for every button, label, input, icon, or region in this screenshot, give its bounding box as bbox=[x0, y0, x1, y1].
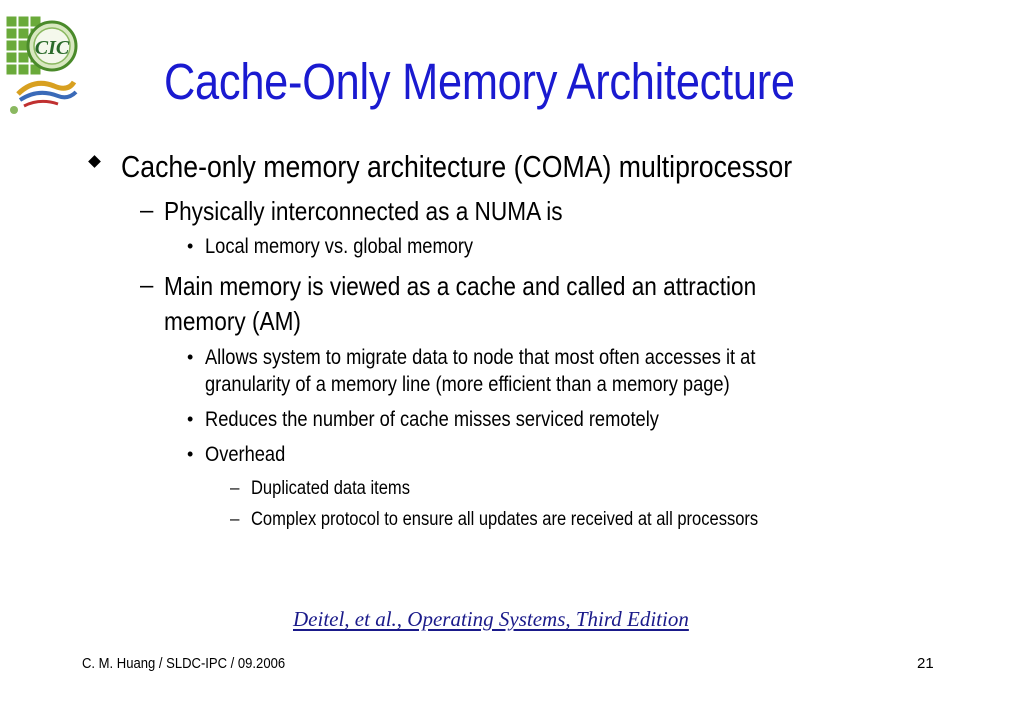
dot-bullet-icon: • bbox=[187, 409, 194, 429]
dot-bullet-icon: • bbox=[187, 444, 194, 464]
bullet-level3: Reduces the number of cache misses serviced remotely bbox=[205, 408, 659, 431]
bullet-level3: Allows system to migrate data to node that most often accesses it at bbox=[205, 346, 756, 369]
dash-bullet-icon: – bbox=[140, 272, 154, 299]
bullet-level3: Overhead bbox=[205, 443, 286, 466]
dash-bullet-icon: – bbox=[140, 197, 154, 224]
bullet-level4: Duplicated data items bbox=[251, 478, 410, 499]
diamond-bullet-icon bbox=[88, 155, 101, 168]
footer-author: C. M. Huang / SLDC-IPC / 09.2006 bbox=[82, 655, 286, 672]
slide-title: Cache-Only Memory Architecture bbox=[164, 53, 795, 110]
bullet-level2-continued: memory (AM) bbox=[164, 306, 301, 336]
cic-logo bbox=[4, 14, 84, 118]
bullet-level2: Physically interconnected as a NUMA is bbox=[164, 196, 563, 226]
reference-citation: Deitel, et al., Operating Systems, Third Edition bbox=[293, 607, 689, 631]
bullet-level3-continued: granularity of a memory line (more efficient than a memory page) bbox=[205, 373, 730, 396]
bullet-level3: Local memory vs. global memory bbox=[205, 235, 474, 258]
dash-bullet-icon: – bbox=[230, 478, 240, 497]
dot-bullet-icon: • bbox=[187, 236, 194, 256]
page-number: 21 bbox=[917, 655, 934, 672]
bullet-level4: Complex protocol to ensure all updates are received at all processors bbox=[251, 509, 759, 530]
bullet-level1: Cache-only memory architecture (COMA) multiprocessor bbox=[121, 149, 793, 184]
bullet-level2: Main memory is viewed as a cache and called an attraction bbox=[164, 271, 757, 301]
dot-bullet-icon: • bbox=[187, 347, 194, 367]
logo-text: CIC bbox=[34, 37, 70, 59]
dash-bullet-icon: – bbox=[230, 509, 240, 528]
